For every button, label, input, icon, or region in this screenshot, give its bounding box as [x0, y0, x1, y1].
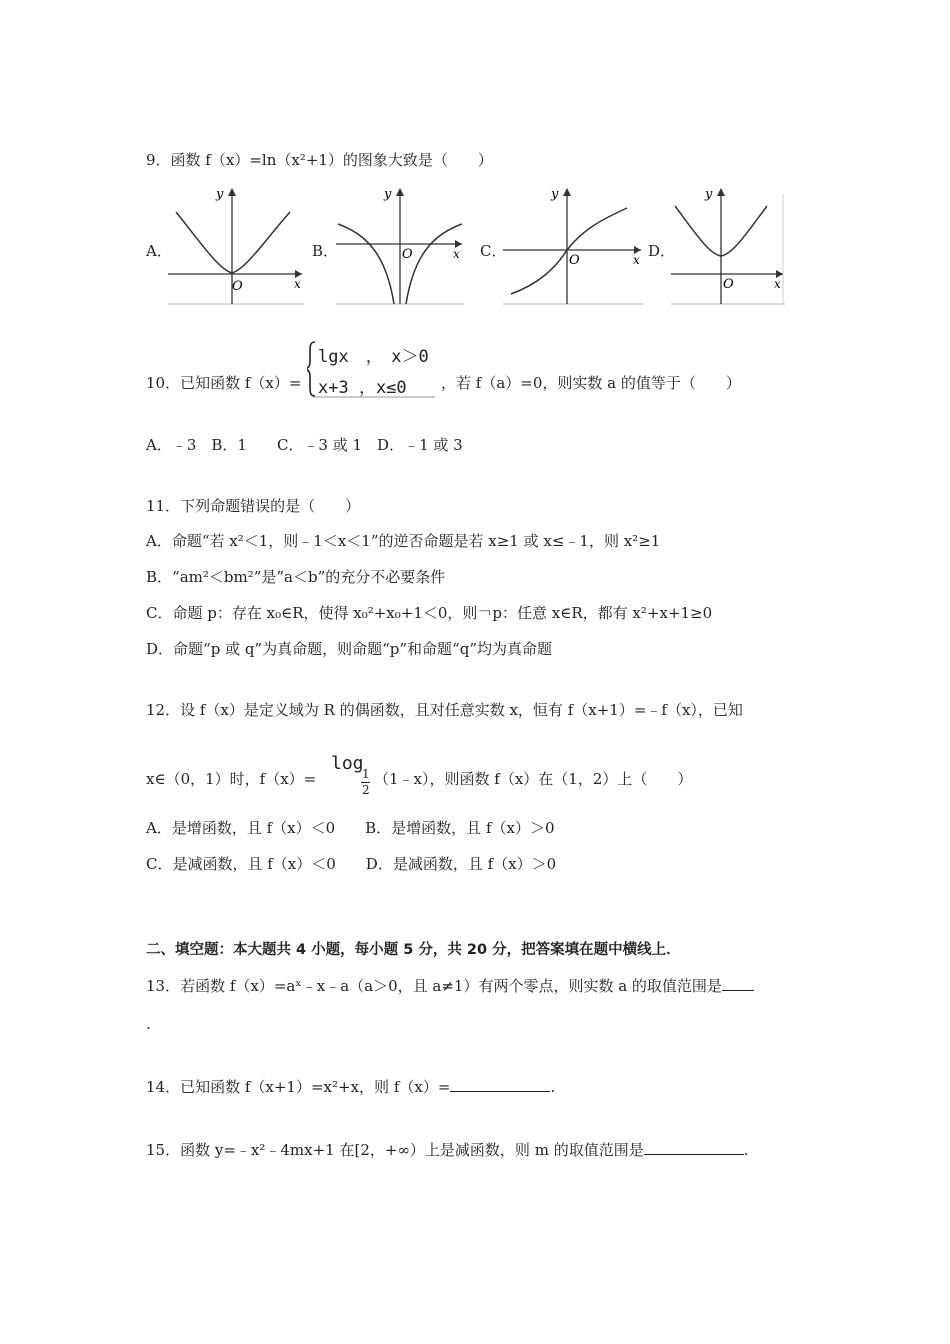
q12-options-ab: A．是增函数，且 f（x）＜0 B．是增函数，且 f（x）＞0: [146, 819, 555, 837]
q9-option-b-label: B．: [312, 242, 339, 260]
q13-end: .: [146, 1015, 151, 1033]
q9-graph-b-x-label: x: [453, 247, 460, 261]
q9-option-d-label: D．: [648, 242, 676, 260]
q15-text: 15．函数 y=﹣x²﹣4mx+1 在[2，+∞）上是减函数，则 m 的取值范围是: [146, 1141, 644, 1159]
q14-answer-blank[interactable]: [450, 1077, 550, 1092]
q10-piece-2: x+3 ，x≤0: [318, 378, 407, 398]
q13-text: 13．若函数 f（x）=aˣ﹣x﹣a（a＞0，且 a≠1）有两个零点，则实数 a 的取值范围是: [146, 977, 722, 995]
q9-graph-d-origin: O: [723, 277, 734, 292]
q15-end: .: [743, 1141, 749, 1159]
q15-stem: [146, 1140, 748, 1160]
q12-log-denominator: 2: [362, 783, 370, 797]
q9-graph-c: [503, 184, 643, 306]
q9-graph-d: [671, 184, 785, 306]
q9-option-c-label: C．: [480, 242, 507, 260]
q11-option-d: D．命题“p 或 q”为真命题，则命题“p”和命题“q”均为真命题: [146, 640, 552, 658]
q9-graph-a-x-label: x: [294, 277, 301, 291]
q12-log-word: log: [331, 753, 364, 774]
q14-text: 14．已知函数 f（x+1）=x²+x，则 f（x）=: [146, 1078, 451, 1096]
q15-answer-blank[interactable]: [644, 1140, 744, 1155]
q14-stem: [146, 1077, 555, 1097]
section2-heading: 二、填空题：本大题共 4 小题，每小题 5 分，共 20 分，把答案填在题中横线上．: [146, 942, 681, 958]
q12-stem-line2-prefix: x∈（0，1）时，f（x）=: [146, 770, 317, 788]
q14-end: .: [550, 1078, 556, 1096]
q10-prefix: 10．已知函数 f（x）=: [146, 374, 302, 392]
q12-log-numerator: 1: [362, 767, 370, 781]
q12-stem-line1: 12．设 f（x）是定义域为 R 的偶函数，且对任意实数 x，恒有 f（x+1）=﹣f（x），已知: [146, 701, 743, 719]
q11-option-a: A．命题“若 x²＜1，则﹣1＜x＜1”的逆否命题是若 x≥1 或 x≤﹣1，则 x²≥1: [146, 532, 661, 550]
q9-graph-b-y-label: y: [384, 187, 392, 202]
q12-log-base-half: [329, 753, 373, 803]
q12-stem-line2-suffix: （1﹣x），则函数 f（x）在（1，2）上（ ）: [374, 770, 693, 788]
q9-graph-d-y-label: y: [705, 187, 713, 202]
q11-stem: 11．下列命题错误的是（ ）: [146, 497, 361, 515]
q13-stem: [146, 976, 754, 996]
q9-graph-a-y-label: y: [216, 187, 224, 202]
q9-graph-c-x-label: x: [633, 253, 640, 267]
q12-options-cd: C．是减函数，且 f（x）＜0 D．是减函数，且 f（x）＞0: [146, 855, 557, 873]
q10-suffix: ，若 f（a）=0，则实数 a 的值等于（ ）: [441, 374, 741, 392]
q9-graph-c-origin: O: [569, 253, 580, 268]
q9-graph-d-x-label: x: [774, 277, 781, 291]
q10-piece-1: lgx ， x＞0: [318, 347, 429, 367]
q9-graph-b: [336, 184, 464, 306]
q9-graph-b-origin: O: [402, 247, 413, 262]
q13-answer-blank[interactable]: [722, 976, 754, 991]
q9-stem: 9．函数 f（x）=ln（x²+1）的图象大致是（ ）: [146, 151, 493, 169]
q9-option-a-label: A．: [146, 242, 172, 260]
q9-graph-c-y-label: y: [551, 187, 559, 202]
q10-options: A．﹣3 B．1 C．﹣3 或 1 D．﹣1 或 3: [146, 436, 463, 454]
q11-option-c: C．命题 p：存在 x₀∈R，使得 x₀²+x₀+1＜0，则￢p：任意 x∈R，都有 x²+x+1≥0: [146, 604, 713, 622]
q11-option-b: B．“am²＜bm²”是”a＜b”的充分不必要条件: [146, 568, 446, 586]
q9-graph-a: [168, 184, 304, 306]
q9-graph-a-origin: O: [232, 279, 243, 294]
